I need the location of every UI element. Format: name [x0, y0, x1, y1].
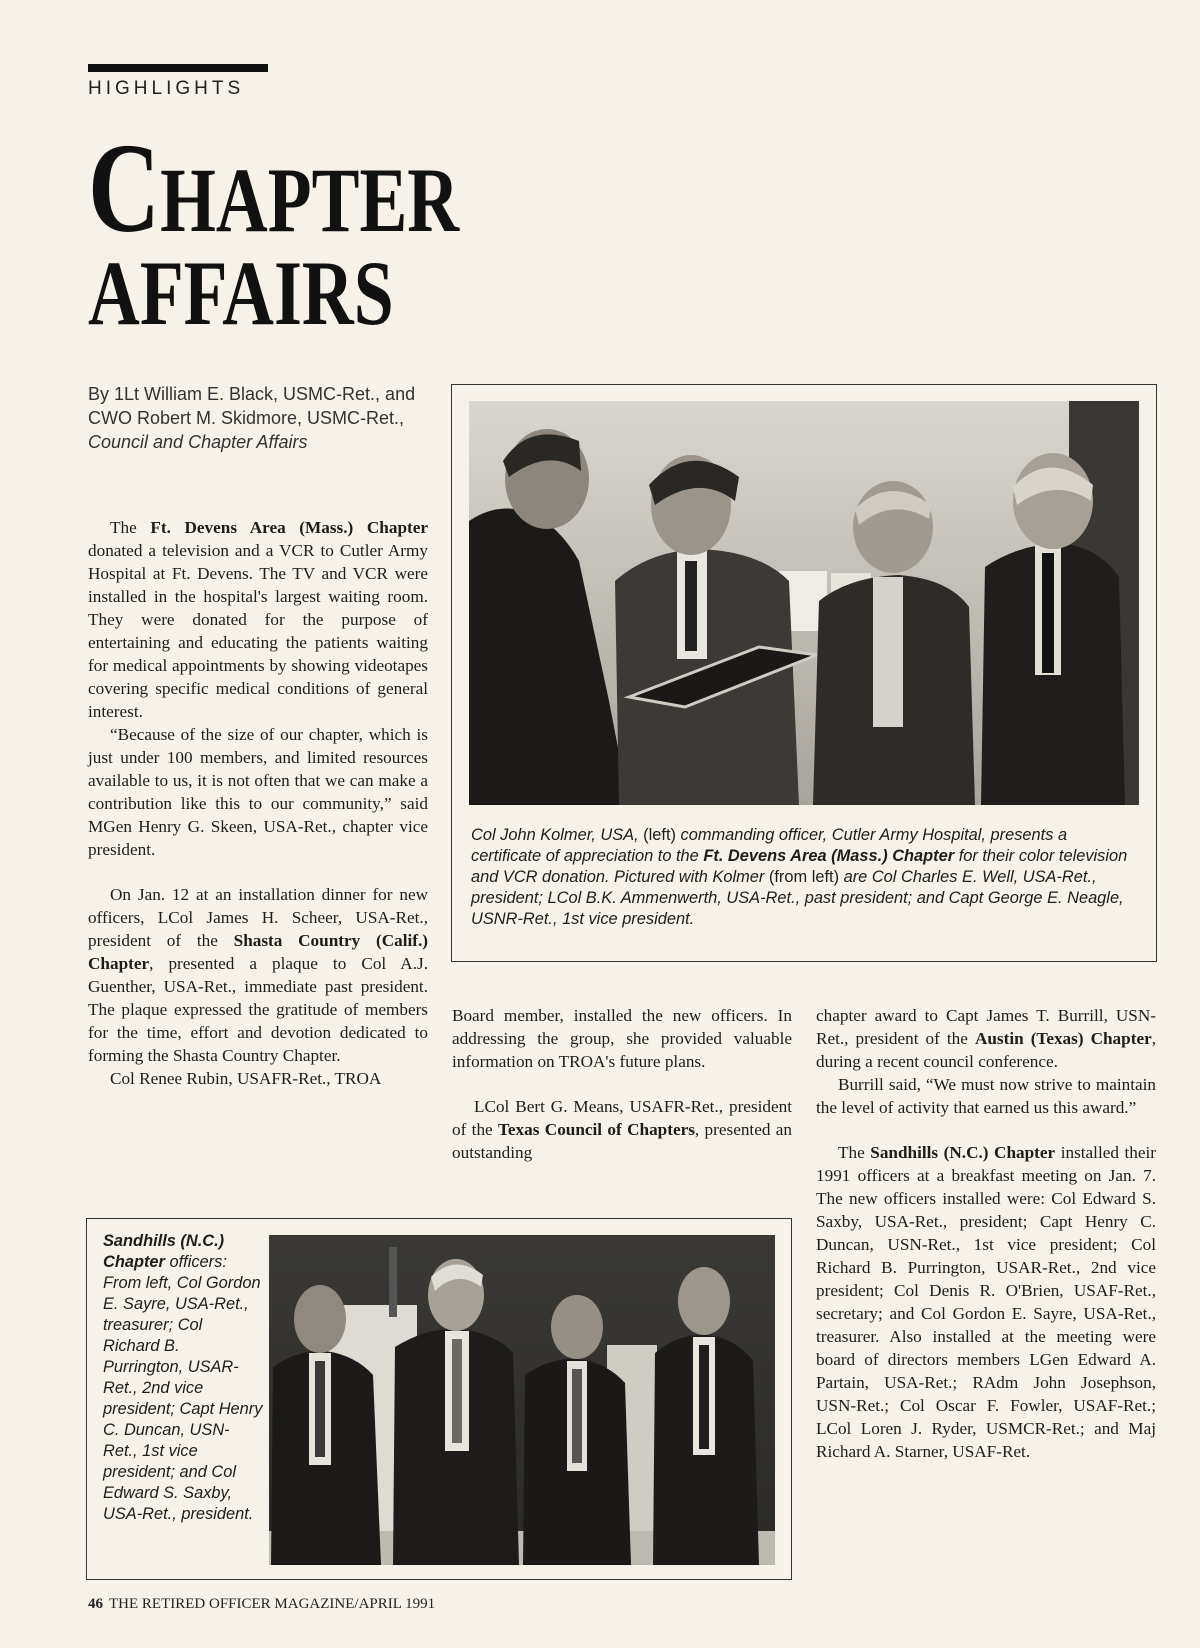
caption-run: for their color television and VCR donation. Pictured with Kolmer	[471, 847, 1128, 886]
photo-certificate-presentation	[469, 401, 1139, 805]
byline-role: Council and Chapter Affairs	[88, 432, 308, 452]
paragraph: Burrill said, “We must now strive to maintain the level of activity that earned us this award.”	[816, 1075, 1156, 1117]
text-run: chapter award to Capt James T. Burrill, USN-Ret., president of the	[816, 1006, 1156, 1048]
chapter-name: Sandhills (N.C.) Chapter	[103, 1232, 225, 1271]
text-run: The	[838, 1143, 871, 1162]
paragraph: Board member, installed the new officers. In addressing the group, she provided valuable information on TROA's future plans.	[452, 1006, 792, 1071]
caption-run: Col John Kolmer, USA,	[471, 826, 639, 844]
title-rest: HAPTER	[160, 149, 460, 251]
page-footer	[88, 1596, 435, 1613]
text-run: The	[110, 518, 151, 537]
chapter-name: Sandhills (N.C.) Chapter	[870, 1143, 1056, 1162]
paragraph	[88, 883, 428, 1067]
chapter-name: Shasta Country (Calif.) Chapter	[88, 931, 428, 973]
page-title	[88, 117, 460, 344]
paragraph	[816, 1004, 1156, 1073]
article-column-1	[88, 516, 428, 1090]
paragraph: “Because of the size of our chapter, which is just under 100 members, and limited resources available to us, it is not often that we can make a contribution like this to our community,” said MGen Henry G. Skeen, USA-Ret., chapter vice president.	[88, 725, 428, 859]
photo-figure-sandhills	[86, 1218, 792, 1580]
photo-sandhills-officers	[269, 1235, 775, 1565]
byline	[88, 382, 418, 454]
title-initial: C	[88, 117, 161, 259]
text-run: installed their 1991 officers at a breakfast meeting on Jan. 7. The new officers installed were: Col Edward S. Saxby, USA-Ret., president; Capt Henry C. Duncan, USN-Ret., 1st vice president; Col Richard B. Purrington, USAR-Ret., 2nd vice president; Col Denis R. O'Brien, USAF-Ret., secretary; and Col Gordon E. Sayre, USA-Ret., treasurer. Also installed at the meeting were board of directors members LGen Edward A. Partain, USA-Ret.; RAdm John Josephson, USN-Ret.; Col Oscar F. Fowler, USAF-Ret.; LCol Loren J. Ryder, USMCR-Ret.; and Maj Richard A. Starner, USAF-Ret.	[816, 1143, 1156, 1461]
paragraph	[88, 516, 428, 723]
text-run: , during a recent council conference.	[816, 1029, 1156, 1071]
chapter-name: Ft. Devens Area (Mass.) Chapter	[150, 518, 428, 537]
article-column-2	[452, 1004, 792, 1164]
article-column-3	[816, 1004, 1156, 1463]
caption-run: commanding officer, Cutler Army Hospital, presents a certificate of appreciation to the	[471, 826, 1068, 865]
photo-figure-ft-devens	[451, 384, 1157, 962]
paragraph: Col Renee Rubin, USAFR-Ret., TROA	[110, 1069, 382, 1088]
publication-name: THE RETIRED OFFICER MAGAZINE/APRIL 1991	[109, 1596, 436, 1612]
section-label: HIGHLIGHTS	[88, 78, 245, 99]
text-run: , presented a plaque to Col A.J. Guenther, USA-Ret., immediate past president. The plaque expressed the gratitude of members for the time, effort and devotion dedicated to forming the Shasta Country Chapter.	[88, 954, 428, 1065]
photo-caption	[103, 1231, 263, 1525]
caption-run: (left)	[638, 826, 681, 844]
byline-authors: By 1Lt William E. Black, USMC-Ret., and CWO Robert M. Skidmore, USMC-Ret.,	[88, 384, 416, 428]
paragraph	[816, 1141, 1156, 1463]
photo-caption	[471, 825, 1137, 930]
caption-run: officers: From left, Col Gordon E. Sayre, USA-Ret., treasurer; Col Richard B. Purrington, USAR-Ret., 2nd vice president; Capt Henry C. Duncan, USN-Ret., 1st vice president; and Col Edward S. Saxby, USA-Ret., president.	[103, 1253, 263, 1523]
caption-run: are Col Charles E. Well, USA-Ret., president; LCol B.K. Ammenwerth, USA-Ret., past president; and Capt George E. Neagle, USNR-Ret., 1st vice president.	[471, 868, 1124, 928]
paragraph	[452, 1095, 792, 1164]
caption-run: (from left)	[768, 868, 840, 886]
title-line-2: AFFAIRS	[88, 241, 394, 344]
text-run: LCol Bert G. Means, USAFR-Ret., president of the	[452, 1097, 792, 1139]
chapter-name: Austin (Texas) Chapter	[974, 1029, 1152, 1048]
chapter-name: Ft. Devens Area (Mass.) Chapter	[703, 847, 955, 865]
section-rule	[88, 64, 268, 72]
page-number: 46	[88, 1596, 103, 1612]
text-run: On Jan. 12 at an installation dinner for new officers, LCol James H. Scheer, USA-Ret., president of the	[88, 885, 428, 950]
text-run: , presented an outstanding	[452, 1120, 792, 1162]
chapter-name: Texas Council of Chapters	[498, 1120, 695, 1139]
text-run: donated a television and a VCR to Cutler Army Hospital at Ft. Devens. The TV and VCR were installed in the hospital's largest waiting room. They were donated for the purpose of entertaining and educating the patients waiting for medical appointments by showing videotapes covering specific medical conditions of general interest.	[88, 541, 428, 721]
